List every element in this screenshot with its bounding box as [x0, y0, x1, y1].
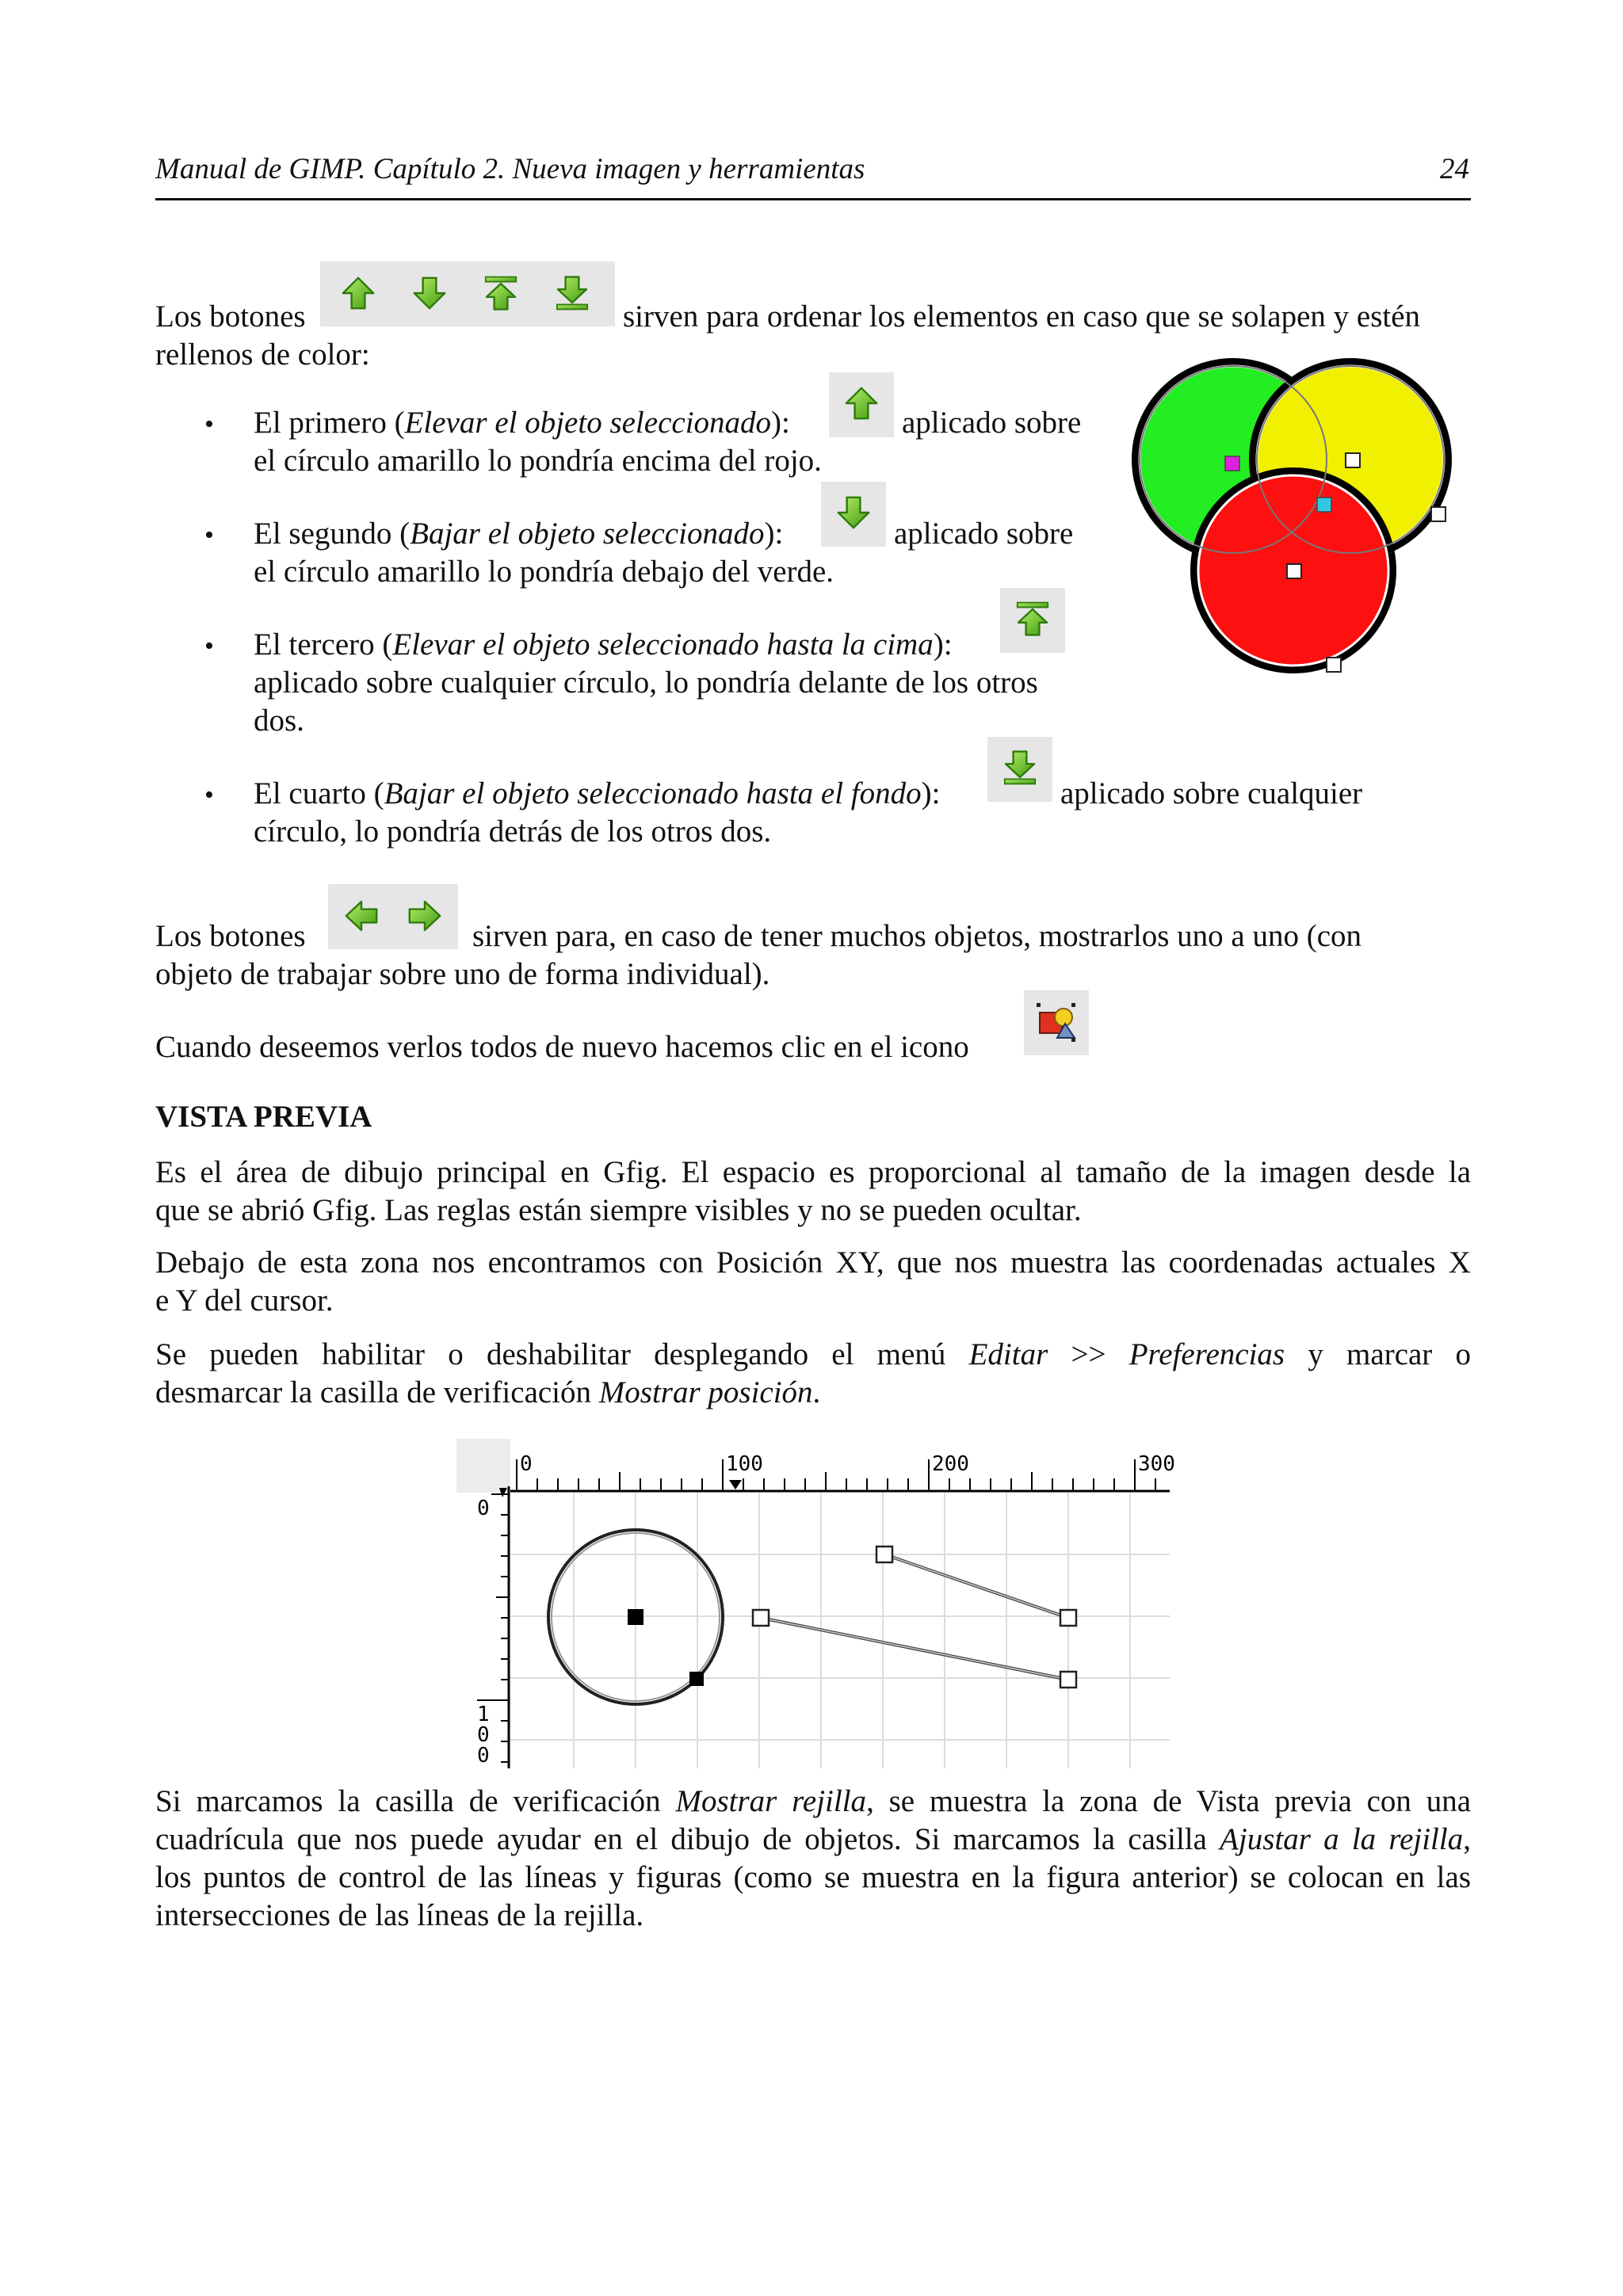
lower-button[interactable]	[821, 482, 886, 547]
overlapping-circles-figure	[1114, 349, 1471, 689]
bullet-marker: •	[204, 410, 214, 439]
line-control-point	[1060, 1610, 1076, 1626]
para4-line1: Es el área de dibujo principal en Gfig. El espacio es proporcional al tamaño de la imagen desde la	[155, 1155, 1471, 1189]
lower-icon	[834, 494, 873, 532]
control-point	[1317, 498, 1331, 512]
bullet-4-line1: El cuarto (Bajar el objeto seleccionado hasta el fondo):	[254, 776, 941, 810]
header-title: Manual de GIMP. Capítulo 2. Nueva imagen y herramientas	[155, 153, 865, 185]
bullet-2-after: aplicado sobre	[894, 517, 1074, 551]
para2-before: Los botones	[155, 919, 306, 953]
control-point	[1327, 658, 1341, 672]
bullet-3-line2: aplicado sobre cualquier círculo, lo pondría delante de los otros	[254, 666, 1038, 700]
lower-to-bottom-icon	[1001, 749, 1039, 787]
para7-line4: intersecciones de las líneas de la rejilla.	[155, 1898, 644, 1932]
para3: Cuando deseemos verlos todos de nuevo hacemos clic en el icono	[155, 1030, 969, 1064]
line-control-point	[876, 1547, 892, 1562]
top-ruler	[510, 1439, 1170, 1493]
section-heading: VISTA PREVIA	[155, 1100, 372, 1134]
line-control-point	[753, 1610, 769, 1626]
bullet-marker: •	[204, 780, 214, 810]
raise-to-top-icon	[1014, 600, 1052, 638]
para5-line1: Debajo de esta zona nos encontramos con Posición XY, que nos muestra las coordenadas actuales X	[155, 1245, 1471, 1280]
navigate-buttons-strip	[328, 884, 458, 949]
preview-area-figure	[456, 1439, 1175, 1768]
ruler-label: 0	[477, 1723, 490, 1747]
lower-icon[interactable]	[411, 274, 449, 312]
bullet-marker: •	[204, 631, 214, 661]
raise-to-top-button[interactable]	[1000, 588, 1065, 653]
order-buttons-strip	[320, 261, 615, 326]
para1-before: Los botones	[155, 299, 306, 334]
bullet-3-line3: dos.	[254, 704, 304, 738]
bullet-2-line2: el círculo amarillo lo pondría debajo del verde.	[254, 555, 834, 589]
para4-line2: que se abrió Gfig. Las reglas están siempre visibles y no se pueden ocultar.	[155, 1193, 1082, 1227]
header-rule	[155, 198, 1471, 200]
raise-icon[interactable]	[339, 274, 377, 312]
prev-object-icon[interactable]	[342, 897, 380, 935]
show-all-icon	[1035, 1000, 1079, 1044]
control-point	[1225, 456, 1239, 471]
raise-button[interactable]	[829, 372, 894, 437]
raise-icon	[842, 384, 880, 422]
ruler-label: 0	[520, 1452, 533, 1476]
raise-to-top-icon[interactable]	[482, 274, 520, 312]
ruler-label: 200	[932, 1452, 969, 1476]
show-all-button[interactable]	[1024, 990, 1089, 1055]
page-number: 24	[1440, 153, 1469, 185]
control-point	[1346, 453, 1360, 467]
line-control-point	[1060, 1672, 1076, 1688]
ruler-label: 100	[726, 1452, 763, 1476]
ruler-label: 1	[477, 1703, 490, 1726]
para7-line3: los puntos de control de las líneas y figuras (como se muestra en la figura anterior) se colocan en las	[155, 1860, 1471, 1894]
circle-radius-point	[689, 1672, 704, 1686]
bullet-1-line2: el círculo amarillo lo pondría encima del rojo.	[254, 444, 822, 478]
para1-after: sirven para ordenar los elementos en caso que se solapen y estén	[623, 299, 1421, 334]
bullet-marker: •	[204, 521, 214, 550]
para1-line2: rellenos de color:	[155, 338, 370, 372]
bullet-3-line1: El tercero (Elevar el objeto seleccionado hasta la cima):	[254, 627, 953, 662]
para7-line2: cuadrícula que nos puede ayudar en el dibujo de objetos. Si marcamos la casilla Ajustar a la rejilla,	[155, 1822, 1471, 1856]
ruler-label: 300	[1138, 1452, 1175, 1476]
bullet-1-line1: El primero (Elevar el objeto seleccionado):	[254, 406, 790, 440]
bullet-1-after: aplicado sobre	[902, 406, 1082, 440]
para2-line2: objeto de trabajar sobre uno de forma individual).	[155, 957, 770, 991]
bullet-2-line1: El segundo (Bajar el objeto seleccionado):	[254, 517, 784, 551]
control-point	[1287, 564, 1301, 578]
ruler-label: 0	[477, 1497, 490, 1520]
para5-line2: e Y del cursor.	[155, 1283, 334, 1318]
circle-center-point	[628, 1609, 643, 1625]
lower-to-bottom-icon[interactable]	[553, 274, 591, 312]
control-point	[1431, 507, 1445, 521]
para6-line2: desmarcar la casilla de verificación Mostrar posición.	[155, 1375, 821, 1409]
para6-line1: Se pueden habilitar o deshabilitar desplegando el menú Editar >> Preferencias y marcar o	[155, 1337, 1472, 1371]
para2-after: sirven para, en caso de tener muchos objetos, mostrarlos uno a uno (con	[472, 919, 1362, 953]
lower-to-bottom-button[interactable]	[987, 737, 1052, 802]
bullet-4-after: aplicado sobre cualquier	[1060, 776, 1363, 810]
ruler-label: 0	[477, 1744, 490, 1768]
next-object-icon[interactable]	[406, 897, 444, 935]
bullet-4-line2: círculo, lo pondría detrás de los otros dos.	[254, 814, 772, 849]
para7-line1: Si marcamos la casilla de verificación Mostrar rejilla, se muestra la zona de Vista previa con una	[155, 1784, 1472, 1818]
